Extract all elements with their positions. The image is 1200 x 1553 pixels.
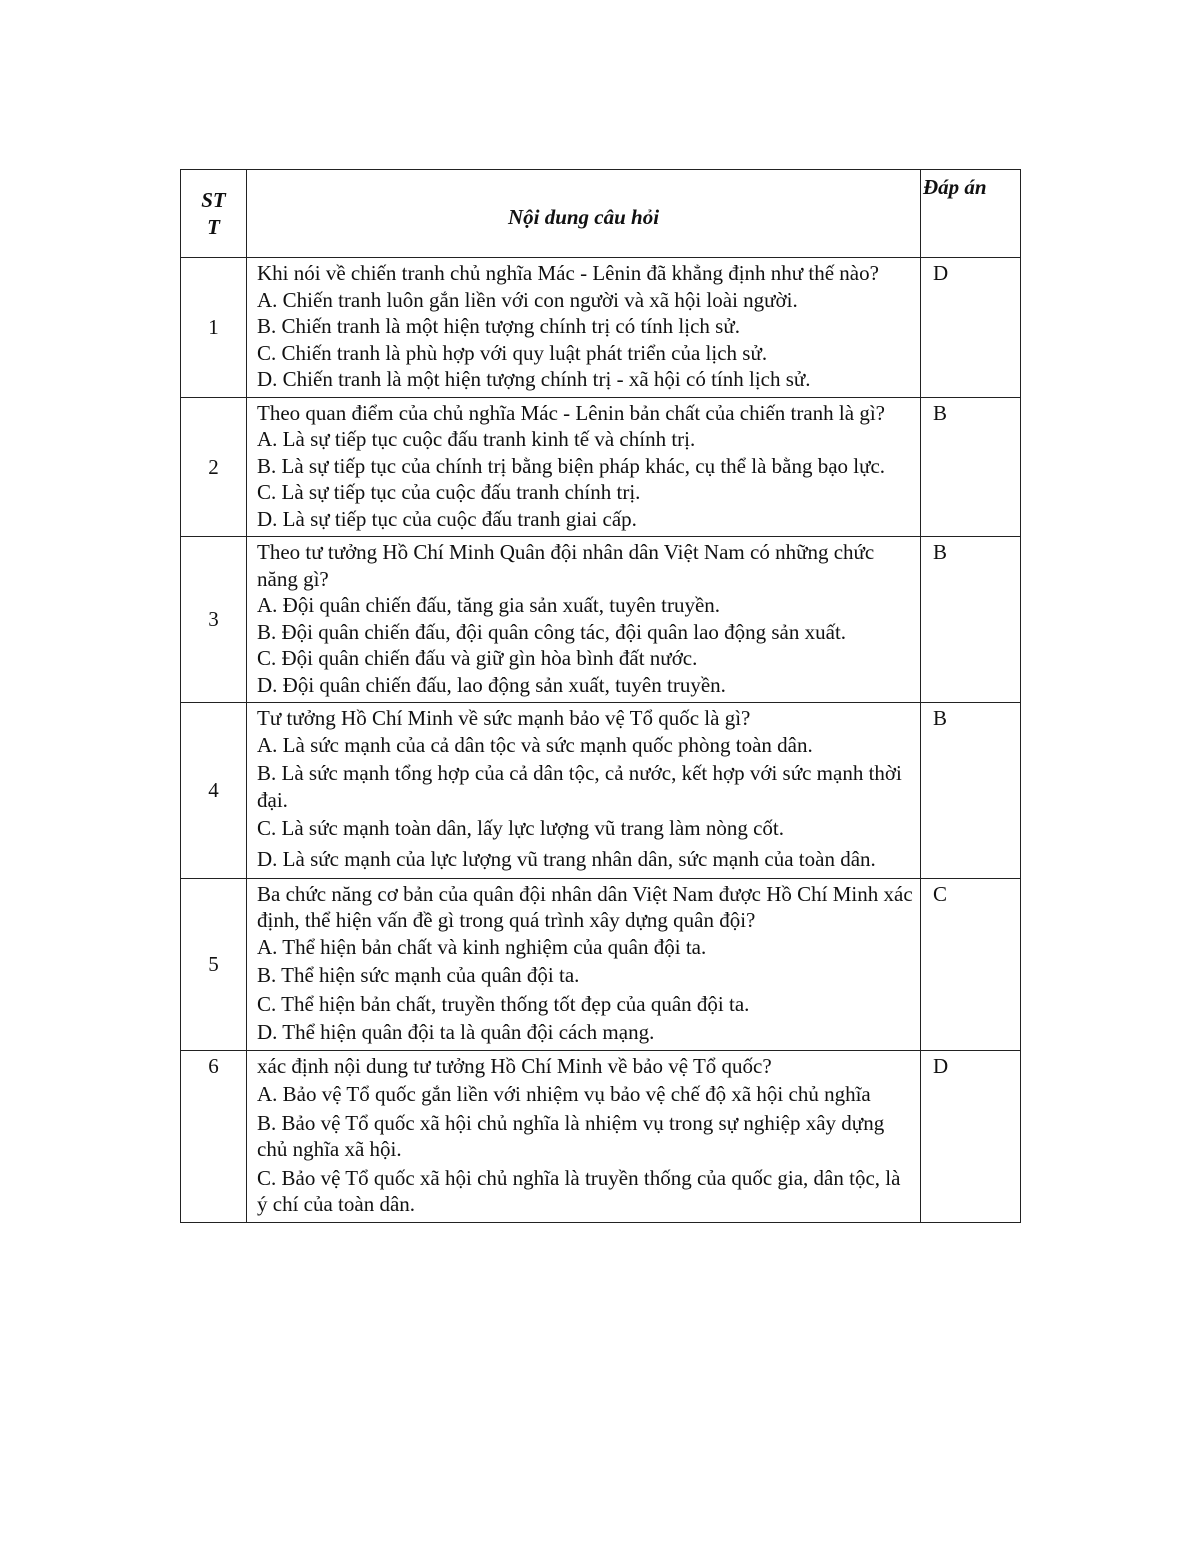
- answer-cell: B: [921, 537, 1021, 703]
- option: B. Chiến tranh là một hiện tượng chính trị có tính lịch sử.: [257, 314, 740, 338]
- option: C. Đội quân chiến đấu và giữ gìn hòa bình đất nước.: [257, 646, 698, 670]
- table-row: [181, 878, 1021, 1050]
- question-text: Khi nói về chiến tranh chủ nghĩa Mác - Lênin đã khẳng định như thế nào?: [257, 261, 879, 285]
- question-number: 3: [181, 537, 247, 703]
- table-row: [181, 258, 1021, 398]
- option: B. Là sức mạnh tổng hợp của cả dân tộc, cả nước, kết hợp với sức mạnh thời đại.: [257, 761, 902, 812]
- question-table: [180, 169, 1021, 1223]
- question-content: [247, 537, 921, 703]
- option: C. Bảo vệ Tổ quốc xã hội chủ nghĩa là truyền thống của quốc gia, dân tộc, là ý chí của toàn dân.: [257, 1165, 901, 1216]
- question-number: 5: [181, 878, 247, 1050]
- answer-cell: D: [921, 1050, 1021, 1222]
- option: B. Đội quân chiến đấu, đội quân công tác, đội quân lao động sản xuất.: [257, 619, 847, 644]
- option: B. Là sự tiếp tục của chính trị bằng biện pháp khác, cụ thể là bằng bạo lực.: [257, 453, 886, 478]
- option: C. Thể hiện bản chất, truyền thống tốt đẹp của quân đội ta.: [257, 991, 750, 1016]
- question-text: Tư tưởng Hồ Chí Minh về sức mạnh bảo vệ Tổ quốc là gì?: [257, 706, 751, 730]
- question-content: [247, 1050, 921, 1222]
- answer-cell: B: [921, 397, 1021, 537]
- question-content: [247, 703, 921, 879]
- option: D. Là sức mạnh của lực lượng vũ trang nhân dân, sức mạnh của toàn dân.: [257, 846, 876, 871]
- question-number: 1: [181, 258, 247, 398]
- option: D. Đội quân chiến đấu, lao động sản xuất, tuyên truyền.: [257, 672, 726, 697]
- option: A. Thể hiện bản chất và kinh nghiệm của quân đội ta.: [257, 934, 707, 959]
- option: A. Chiến tranh luôn gắn liền với con người và xã hội loài người.: [257, 287, 798, 312]
- question-text: Theo tư tưởng Hồ Chí Minh Quân đội nhân dân Việt Nam có những chức năng gì?: [257, 540, 875, 591]
- option: C. Là sự tiếp tục của cuộc đấu tranh chính trị.: [257, 480, 641, 504]
- table-row: [181, 397, 1021, 537]
- table-row: [181, 537, 1021, 703]
- option: A. Bảo vệ Tổ quốc gắn liền với nhiệm vụ bảo vệ chế độ xã hội chủ nghĩa: [257, 1082, 871, 1106]
- question-number: 2: [181, 397, 247, 537]
- question-content: [247, 258, 921, 398]
- question-text: Ba chức năng cơ bản của quân đội nhân dân Việt Nam được Hồ Chí Minh xác định, thể hiện vấn đề gì trong quá trình xây dựng quân đội?: [257, 881, 913, 932]
- answer-cell: C: [921, 878, 1021, 1050]
- option: D. Chiến tranh là một hiện tượng chính trị - xã hội có tính lịch sử.: [257, 367, 811, 391]
- option: B. Thể hiện sức mạnh của quân đội ta.: [257, 963, 580, 987]
- option: C. Chiến tranh là phù hợp với quy luật phát triển của lịch sử.: [257, 340, 768, 365]
- option: A. Là sự tiếp tục cuộc đấu tranh kinh tế và chính trị.: [257, 427, 696, 451]
- question-number: 6: [181, 1050, 247, 1222]
- table-row: [181, 703, 1021, 879]
- option: D. Thể hiện quân đội ta là quân đội cách mạng.: [257, 1020, 655, 1044]
- option: A. Là sức mạnh của cả dân tộc và sức mạnh quốc phòng toàn dân.: [257, 732, 813, 757]
- option: C. Là sức mạnh toàn dân, lấy lực lượng vũ trang làm nòng cốt.: [257, 816, 784, 840]
- option: A. Đội quân chiến đấu, tăng gia sản xuất, tuyên truyền.: [257, 593, 721, 617]
- answer-cell: D: [921, 258, 1021, 398]
- header-content: Nội dung câu hỏi: [247, 170, 921, 258]
- table-header-row: [181, 170, 1021, 258]
- option: D. Là sự tiếp tục của cuộc đấu tranh giai cấp.: [257, 506, 637, 531]
- table-row: [181, 1050, 1021, 1222]
- question-text: xác định nội dung tư tưởng Hồ Chí Minh về bảo vệ Tổ quốc?: [257, 1053, 772, 1078]
- question-number: 4: [181, 703, 247, 879]
- answer-cell: B: [921, 703, 1021, 879]
- option: B. Bảo vệ Tổ quốc xã hội chủ nghĩa là nhiệm vụ trong sự nghiệp xây dựng chủ nghĩa xã hội.: [257, 1110, 885, 1161]
- header-answer: Đáp án: [921, 170, 1021, 258]
- question-content: [247, 397, 921, 537]
- question-content: [247, 878, 921, 1050]
- question-text: Theo quan điểm của chủ nghĩa Mác - Lênin bản chất của chiến tranh là gì?: [257, 400, 885, 425]
- header-stt: ST T: [181, 170, 247, 258]
